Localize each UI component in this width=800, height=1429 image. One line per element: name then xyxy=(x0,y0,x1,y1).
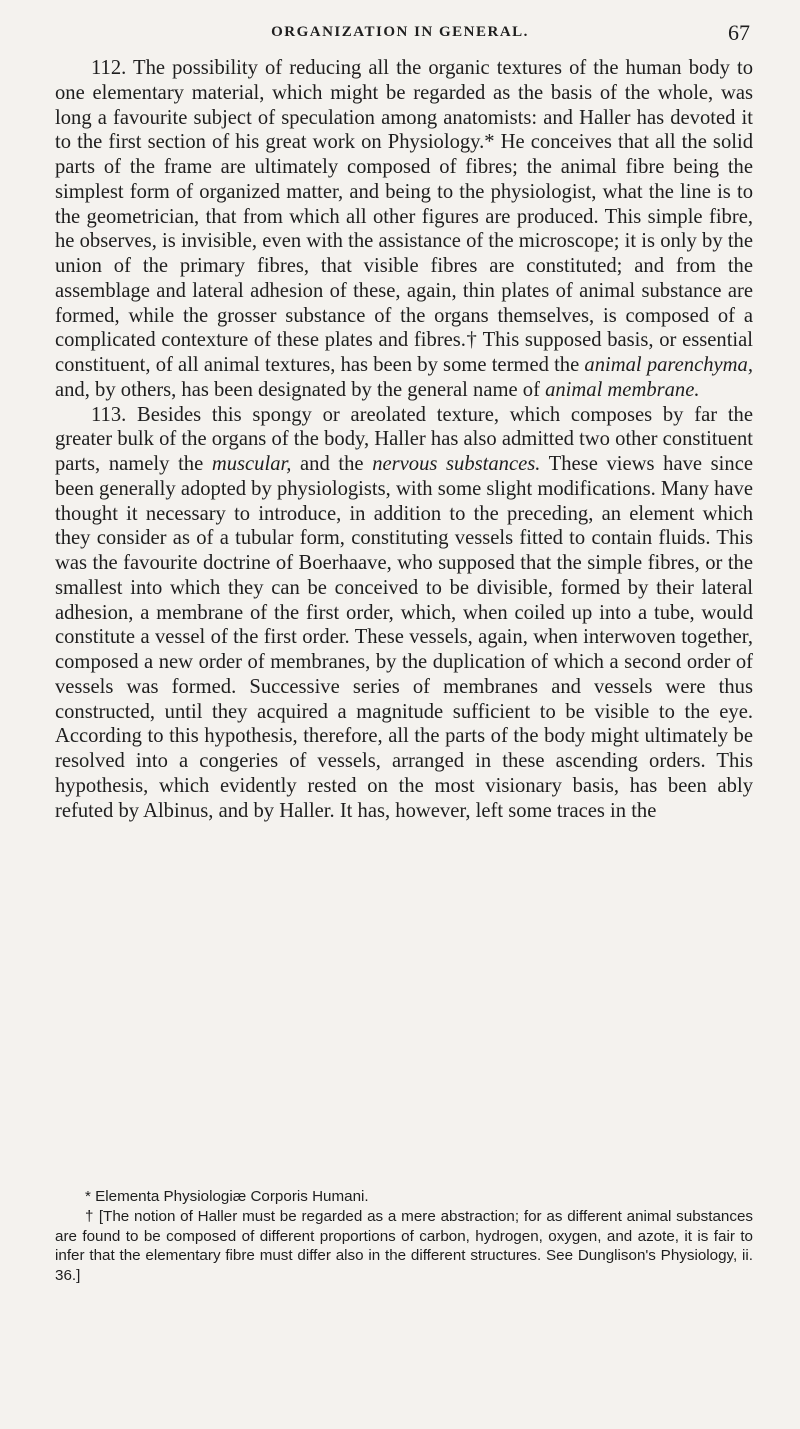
text-segment: and the xyxy=(291,453,373,475)
text-segment: These views have since been generally adopted by physiologists, with some slight modifications. Many have thought it necessary to introduce, in addition to the preceding, an element which they consider as of a tubular form, constituting vessels fitted to contain fluids. This was the favourite doctrine of Boerhaave, who supposed that the simple fibres, or the smallest into which they can be conceived to be divisible, formed by their lateral adhesion, a membrane of the first order, which, when coiled up into a tube, would constitute a vessel of the first order. These vessels, again, when interwoven together, composed a new order of membranes, by the duplication of which a second order of vessels was formed. Successive series of membranes and vessels were thus constructed, until they acquired a magnitude sufficient to be visible to the eye. According to this hypothesis, therefore, all the parts of the body might ultimately be resolved into a congeries of vessels, arranged in these ascending orders. This hypothesis, which evidently rested on the most visionary basis, has been ably refuted by Albinus, and by Haller. It has, however, left some traces in the xyxy=(55,453,753,822)
page-number: 67 xyxy=(728,20,750,45)
running-head xyxy=(0,20,800,46)
text-segment: 112. The possibility of reducing all the organic textures of the human body to one elementary material, which might be regarded as the basis of the whole, was long a favourite subject of speculation among anatomists: and Haller has devoted it to the first section of his great work on Physiology.* He conceives that all the solid parts of the frame are ultimately composed of fibres; the animal fibre being the simplest form of organized matter, and being to the physiologist, what the line is to the geometrician, that from which all other figures are produced. This simple fibre, he observes, is invisible, even with the assistance of the microscope; it is only by the union of the primary fibres, that visible fibres are constituted; and from the assemblage and lateral adhesion of these, again, thin plates of animal substance are formed, while the grosser substance of the organs themselves, is composed of a complicated contexture of these plates and fibres.† This supposed basis, or essential constituent, of all animal textures, has been by some termed the xyxy=(55,57,753,376)
footnote-asterisk: * Elementa Physiologiæ Corporis Humani. xyxy=(85,1188,369,1205)
text-segment: and, by others, has been designated by the general name of xyxy=(55,378,546,401)
paragraph-113 xyxy=(55,403,753,824)
italic-term: animal parenchyma, xyxy=(584,354,753,376)
italic-term: muscular, xyxy=(211,453,292,475)
italic-term: nervous substances. xyxy=(372,453,541,475)
footnotes xyxy=(55,1187,753,1286)
footnote-dagger: † [The notion of Haller must be regarded as a mere abstraction; for as different animal substances are found to be composed of different proportions of carbon, hydrogen, oxygen, and azote, it is fair to infer that the elementary fibre must differ also in the different structures. See Dunglison's Physiology, ii. 36.] xyxy=(55,1207,753,1285)
running-head-title: ORGANIZATION IN GENERAL. xyxy=(271,24,529,40)
text-segment: 113. Besides this spongy or areolated texture, which composes by far the greater bulk of the organs of the body, Haller has also admitted two other constituent parts, namely the xyxy=(55,403,753,475)
italic-term: animal membrane. xyxy=(545,378,700,401)
paragraph-112 xyxy=(55,56,753,403)
body-text xyxy=(55,56,753,823)
